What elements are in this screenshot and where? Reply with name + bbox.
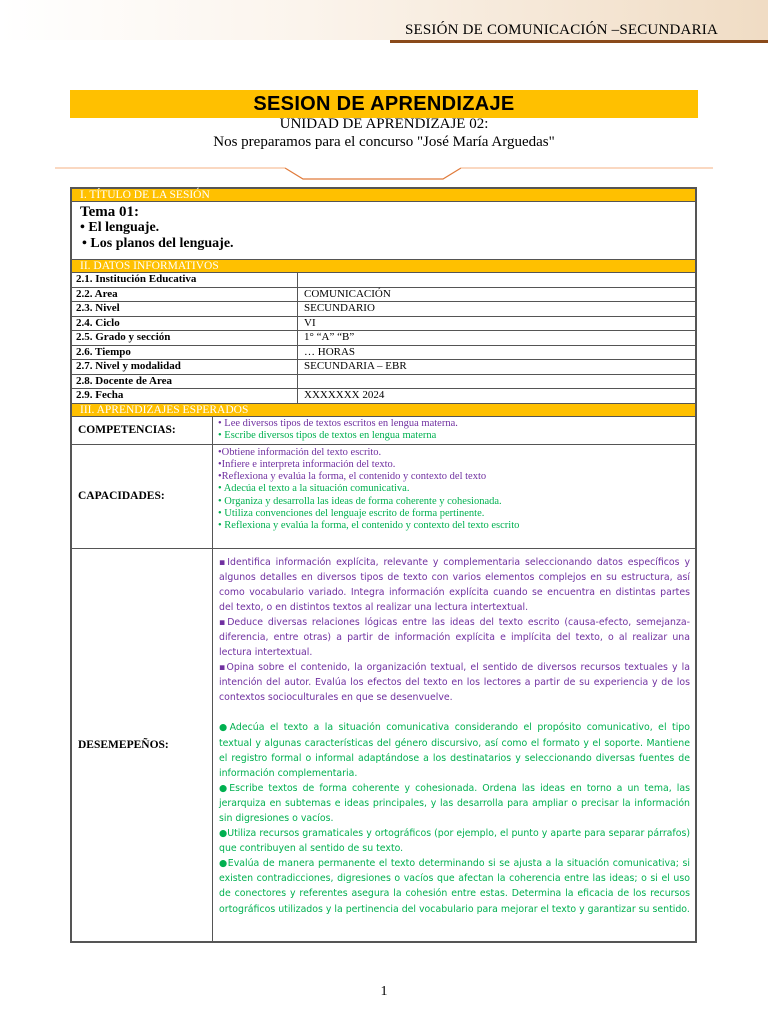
info-value: … HORAS (304, 345, 356, 358)
capacidad-item: •Reflexiona y evalúa la forma, el contenido y contexto del texto (218, 471, 487, 483)
desempeno-item: ●Escribe textos de forma coherente y cohesionada. Ordena las ideas en torno a un tema, las jerarquiza en subtemas e ideas principales, y las desarrolla para ampliar o precisar la información sin digresiones o vacíos. (219, 782, 690, 824)
unit-label: UNIDAD DE APRENDIZAJE 02: (279, 116, 489, 132)
tema-item: • El lenguaje. (80, 220, 160, 235)
desempeno-item: ▪Deduce diversas relaciones lógicas entre las ideas del texto escrito (causa-efecto, semejanza-diferencia, entre otras) a partir de información explícita e implícita del texto, o al realizar una lectura intertextual. (219, 616, 690, 659)
tema-item: • Los planos del lenguaje. (82, 236, 234, 251)
info-label: 2.7. Nivel y modalidad (72, 360, 298, 374)
competencias-row (72, 417, 695, 445)
competencias-cell (213, 417, 695, 444)
info-row (72, 317, 695, 332)
info-value: SECUNDARIO (304, 302, 375, 314)
session-title: SESION DE APRENDIZAJE (253, 93, 515, 115)
desempenos-cell (213, 549, 695, 941)
competencia-item: • Escribe diversos tipos de textos en lengua materna (218, 429, 437, 441)
info-row (72, 273, 695, 288)
page-number: 1 (380, 984, 388, 999)
info-label: 2.8. Docente de Area (72, 375, 298, 389)
section-heading-datos: II. DATOS INFORMATIVOS (72, 260, 695, 273)
info-row (72, 346, 695, 361)
tema-label: Tema 01: (80, 204, 140, 220)
info-value: XXXXXXX 2024 (304, 389, 385, 401)
info-row (72, 288, 695, 303)
desempeno-item: ▪Identifica información explícita, relevante y complementaria seleccionando datos específicos y algunos detalles en diversos tipos de texto con varios elementos complejos en su estructura, así como vocabulario variado. Integra información explícita cuando se encuentra en distintas partes del texto, o en distintos textos al realizar una lectura intertextual. (219, 556, 690, 613)
unit-subtitle: Nos preparamos para el concurso "José María Arguedas" (213, 134, 555, 150)
info-label: 2.6. Tiempo (72, 346, 298, 360)
info-value: SECUNDARIA – EBR (304, 360, 407, 372)
info-label: 2.1. Institución Educativa (72, 273, 298, 287)
info-row (72, 331, 695, 346)
capacidades-row (72, 445, 695, 549)
capacidad-item: • Adecúa el texto a la situación comunicativa. (218, 483, 410, 495)
info-row (72, 375, 695, 390)
desempeno-item: ●Utiliza recursos gramaticales y ortográficos (por ejemplo, el punto y aparte para separar párrafos) que contribuyen al sentido de su texto. (219, 828, 690, 855)
info-row (72, 389, 695, 404)
info-label: 2.4. Ciclo (72, 317, 298, 331)
capacidades-cell (213, 445, 695, 548)
section-heading-titulo: I. TÍTULO DE LA SESIÓN (72, 189, 695, 202)
capacidad-item: •Obtiene información del texto escrito. (218, 446, 382, 458)
session-title-bar (70, 90, 698, 118)
info-value (300, 375, 693, 389)
info-row (72, 302, 695, 317)
info-value: 1° “A” “B” (304, 331, 355, 343)
header-underline (390, 40, 768, 43)
info-value: COMUNICACIÓN (304, 287, 391, 300)
info-label: 2.9. Fecha (72, 389, 298, 403)
capacidad-item: •Infiere e interpreta información del texto. (218, 458, 396, 470)
desempeno-item: ●Adecúa el texto a la situación comunicativa considerando el propósito comunicativo, el tipo textual y algunas características del género discursivo, así como el formato y el soporte. Mantiene el registro formal o informal adaptándose a los destinatarios y seleccionando diversas fuentes de información complementaria. (219, 722, 690, 779)
info-value: VI (304, 316, 316, 329)
ornamental-divider (55, 160, 713, 184)
info-label: 2.3. Nivel (72, 302, 298, 316)
spacer (219, 705, 690, 720)
tema-cell (72, 202, 695, 260)
info-row (72, 360, 695, 375)
capacidad-item: • Organiza y desarrolla las ideas de forma coherente y cohesionada. (218, 495, 502, 507)
session-table (70, 187, 697, 943)
info-label: 2.5. Grado y sección (72, 331, 298, 345)
desempeno-item: ●Evalúa de manera permanente el texto determinando si se ajusta a la situación comunicativa; si existen contradicciones, digresiones o vacíos que afectan la coherencia entre las ideas; o si el uso de conectores y referentes asegura la cohesión entre estas. Determina la eficacia de los recursos ortográficos utilizados y la pertinencia del vocabulario para mejorar el texto y garantizar su sentido. (219, 858, 690, 915)
desempenos-label: DESEMEPEÑOS: (72, 549, 213, 941)
header-title: SESIÓN DE COMUNICACIÓN –SECUNDARIA (404, 22, 718, 38)
info-value (300, 273, 693, 287)
desempeno-item: ▪Opina sobre el contenido, la organización textual, el sentido de diversos recursos textuales y la intención del autor. Evalúa los efectos del texto en los lectores a partir de su experiencia y de los contextos socioculturales en que se desenvuelve. (219, 662, 690, 704)
competencia-item: • Lee diversos tipos de textos escritos en lengua materna. (218, 417, 458, 429)
competencias-label: COMPETENCIAS: (72, 417, 213, 444)
capacidad-item: • Reflexiona y evalúa la forma, el contenido y contexto del texto escrito (218, 520, 520, 532)
info-label: 2.2. Area (72, 288, 298, 302)
capacidad-item: • Utiliza convenciones del lenguaje escrito de forma pertinente. (218, 507, 485, 519)
desempenos-row (72, 549, 695, 941)
capacidades-label: CAPACIDADES: (72, 445, 213, 548)
section-heading-aprendizajes: III. APRENDIZAJES ESPERADOS (72, 404, 695, 417)
